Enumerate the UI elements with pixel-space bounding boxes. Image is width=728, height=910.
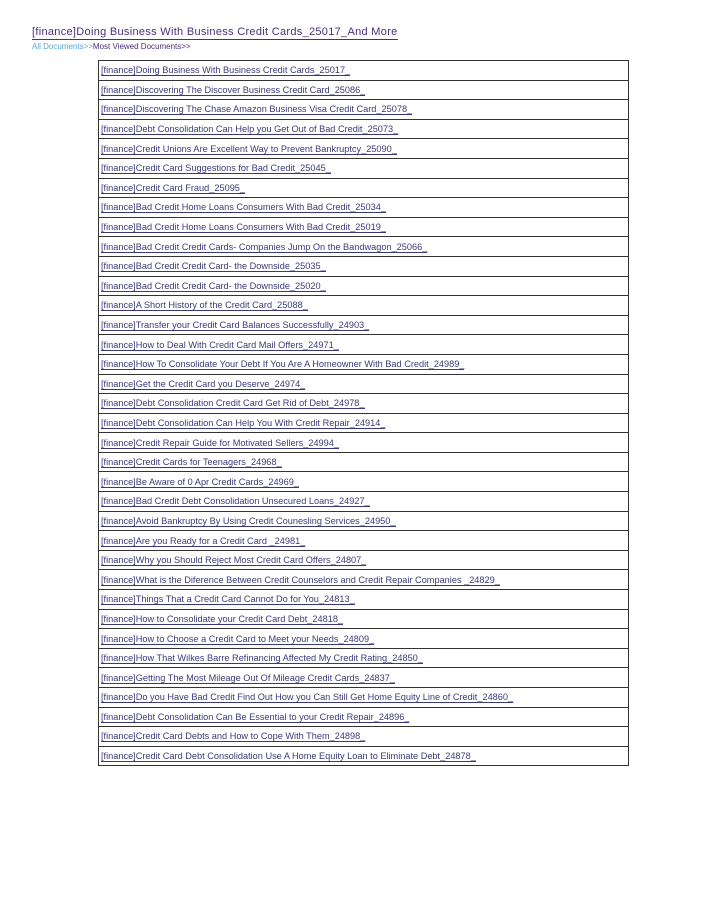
document-link[interactable]: [finance]Credit Cards for Teenagers_24968_	[101, 457, 282, 468]
table-row	[99, 139, 629, 159]
document-link[interactable]: [finance]How That Wilkes Barre Refinancing Affected My Credit Rating_24850_	[101, 653, 423, 664]
table-cell	[99, 472, 629, 492]
table-row	[99, 276, 629, 296]
document-link[interactable]: [finance]Credit Repair Guide for Motivated Sellers_24994_	[101, 437, 339, 448]
table-cell	[99, 80, 629, 100]
table-cell	[99, 198, 629, 218]
table-row	[99, 531, 629, 551]
table-row	[99, 198, 629, 218]
document-link[interactable]: [finance]Credit Card Debt Consolidation Use A Home Equity Loan to Eliminate Debt_24878_	[101, 751, 476, 762]
table-cell	[99, 335, 629, 355]
breadcrumb-all-documents[interactable]: All Documents>>	[32, 42, 93, 51]
document-link[interactable]: [finance]Doing Business With Business Credit Cards_25017_	[101, 65, 351, 76]
table-row	[99, 648, 629, 668]
table-row	[99, 668, 629, 688]
document-link[interactable]: [finance]How To Consolidate Your Debt If You Are A Homeowner With Bad Credit_24989_	[101, 359, 465, 370]
table-cell	[99, 570, 629, 590]
document-link[interactable]: [finance]Credit Unions Are Excellent Way to Prevent Bankruptcy_25090_	[101, 143, 397, 154]
document-link[interactable]: [finance]Bad Credit Credit Cards- Companies Jump On the Bandwagon_25066_	[101, 241, 428, 252]
table-cell	[99, 296, 629, 316]
table-row	[99, 433, 629, 453]
table-row	[99, 590, 629, 610]
table-row	[99, 100, 629, 120]
table-row	[99, 550, 629, 570]
document-link[interactable]: [finance]Credit Card Fraud_25095_	[101, 182, 246, 193]
table-cell	[99, 668, 629, 688]
table-cell	[99, 100, 629, 120]
table-cell	[99, 492, 629, 512]
table-row	[99, 256, 629, 276]
table-cell	[99, 178, 629, 198]
table-cell	[99, 531, 629, 551]
table-row	[99, 727, 629, 747]
table-cell	[99, 590, 629, 610]
table-row	[99, 237, 629, 257]
table-cell	[99, 354, 629, 374]
table-row	[99, 707, 629, 727]
document-link[interactable]: [finance]How to Deal With Credit Card Mail Offers_24971_	[101, 339, 339, 350]
breadcrumb-most-viewed[interactable]: Most Viewed Documents>>	[92, 42, 191, 51]
table-row	[99, 374, 629, 394]
table-row	[99, 315, 629, 335]
table-row	[99, 688, 629, 708]
document-link[interactable]: [finance]Things That a Credit Card Cannot Do for You_24813_	[101, 594, 355, 605]
table-cell	[99, 629, 629, 649]
table-row	[99, 217, 629, 237]
document-link[interactable]: [finance]A Short History of the Credit Card_25088_	[101, 300, 308, 311]
document-link[interactable]: [finance]Bad Credit Debt Consolidation Unsecured Loans_24927_	[101, 496, 370, 507]
table-cell	[99, 374, 629, 394]
table-cell	[99, 727, 629, 747]
table-cell	[99, 217, 629, 237]
document-link[interactable]: [finance]Getting The Most Mileage Out Of Mileage Credit Cards_24837_	[101, 672, 395, 683]
document-link[interactable]: [finance]Get the Credit Card you Deserve_24974_	[101, 378, 306, 389]
document-link[interactable]: [finance]Are you Ready for a Credit Card _24981_	[101, 535, 306, 546]
document-link[interactable]: [finance]Do you Have Bad Credit Find Out How you Can Still Get Home Equity Line of Credit_24860_	[101, 692, 514, 703]
table-cell	[99, 276, 629, 296]
table-row	[99, 609, 629, 629]
table-row	[99, 61, 629, 81]
document-header	[32, 22, 398, 51]
table-cell	[99, 648, 629, 668]
document-link[interactable]: [finance]Debt Consolidation Can Be Essential to your Credit Repair_24896_	[101, 711, 410, 722]
table-row	[99, 80, 629, 100]
table-cell	[99, 609, 629, 629]
table-row	[99, 452, 629, 472]
table-row	[99, 354, 629, 374]
table-row	[99, 511, 629, 531]
table-row	[99, 158, 629, 178]
table-cell	[99, 315, 629, 335]
document-link[interactable]: [finance]How to Consolidate your Credit Card Debt_24818_	[101, 613, 344, 624]
document-link[interactable]: [finance]Bad Credit Home Loans Consumers With Bad Credit_25019_	[101, 222, 386, 233]
document-link[interactable]: [finance]Bad Credit Credit Card- the Downside_25035_	[101, 261, 326, 272]
table-cell	[99, 237, 629, 257]
table-cell	[99, 119, 629, 139]
table-cell	[99, 139, 629, 159]
document-link[interactable]: [finance]How to Choose a Credit Card to Meet your Needs_24809_	[101, 633, 375, 644]
table-cell	[99, 452, 629, 472]
table-row	[99, 492, 629, 512]
document-link[interactable]: [finance]Debt Consolidation Credit Card Get Rid of Debt_24978_	[101, 398, 365, 409]
table-row	[99, 296, 629, 316]
table-cell	[99, 158, 629, 178]
table-cell	[99, 256, 629, 276]
document-link[interactable]: [finance]Debt Consolidation Can Help you Get Out of Bad Credit_25073_	[101, 124, 399, 135]
table-row	[99, 178, 629, 198]
document-link[interactable]: [finance]Discovering The Discover Business Credit Card_25086_	[101, 84, 366, 95]
document-link[interactable]: [finance]Transfer your Credit Card Balances Successfully_24903_	[101, 320, 370, 331]
table-row	[99, 394, 629, 414]
document-link[interactable]: [finance]Why you Should Reject Most Credit Card Offers_24807_	[101, 555, 367, 566]
document-link[interactable]: [finance]Avoid Bankruptcy By Using Credit Counesling Services_24950_	[101, 515, 396, 526]
table-row	[99, 570, 629, 590]
table-cell	[99, 61, 629, 81]
page-title[interactable]: [finance]Doing Business With Business Credit Cards_25017_And More	[32, 26, 398, 38]
table-row	[99, 413, 629, 433]
table-cell	[99, 746, 629, 766]
table-row	[99, 746, 629, 766]
breadcrumb	[32, 42, 398, 51]
document-list-table	[98, 60, 629, 766]
table-row	[99, 629, 629, 649]
table-cell	[99, 550, 629, 570]
document-link[interactable]: [finance]What is the Diference Between Credit Counselors and Credit Repair Companies _24829_	[101, 574, 500, 585]
table-cell	[99, 413, 629, 433]
document-link[interactable]: [finance]Credit Card Suggestions for Bad Credit_25045_	[101, 163, 331, 174]
table-row	[99, 119, 629, 139]
table-cell	[99, 707, 629, 727]
document-link[interactable]: [finance]Credit Card Debts and How to Cope With Them_24898_	[101, 731, 366, 742]
table-row	[99, 472, 629, 492]
table-cell	[99, 688, 629, 708]
document-link[interactable]: [finance]Be Aware of 0 Apr Credit Cards_24969_	[101, 476, 299, 487]
table-cell	[99, 394, 629, 414]
document-link[interactable]: [finance]Bad Credit Credit Card- the Downside_25020_	[101, 280, 326, 291]
table-row	[99, 335, 629, 355]
document-link[interactable]: [finance]Discovering The Chase Amazon Business Visa Credit Card_25078_	[101, 104, 413, 115]
table-cell	[99, 433, 629, 453]
document-link[interactable]: [finance]Debt Consolidation Can Help You With Credit Repair_24914_	[101, 417, 386, 428]
document-link[interactable]: [finance]Bad Credit Home Loans Consumers With Bad Credit_25034_	[101, 202, 386, 213]
table-cell	[99, 511, 629, 531]
